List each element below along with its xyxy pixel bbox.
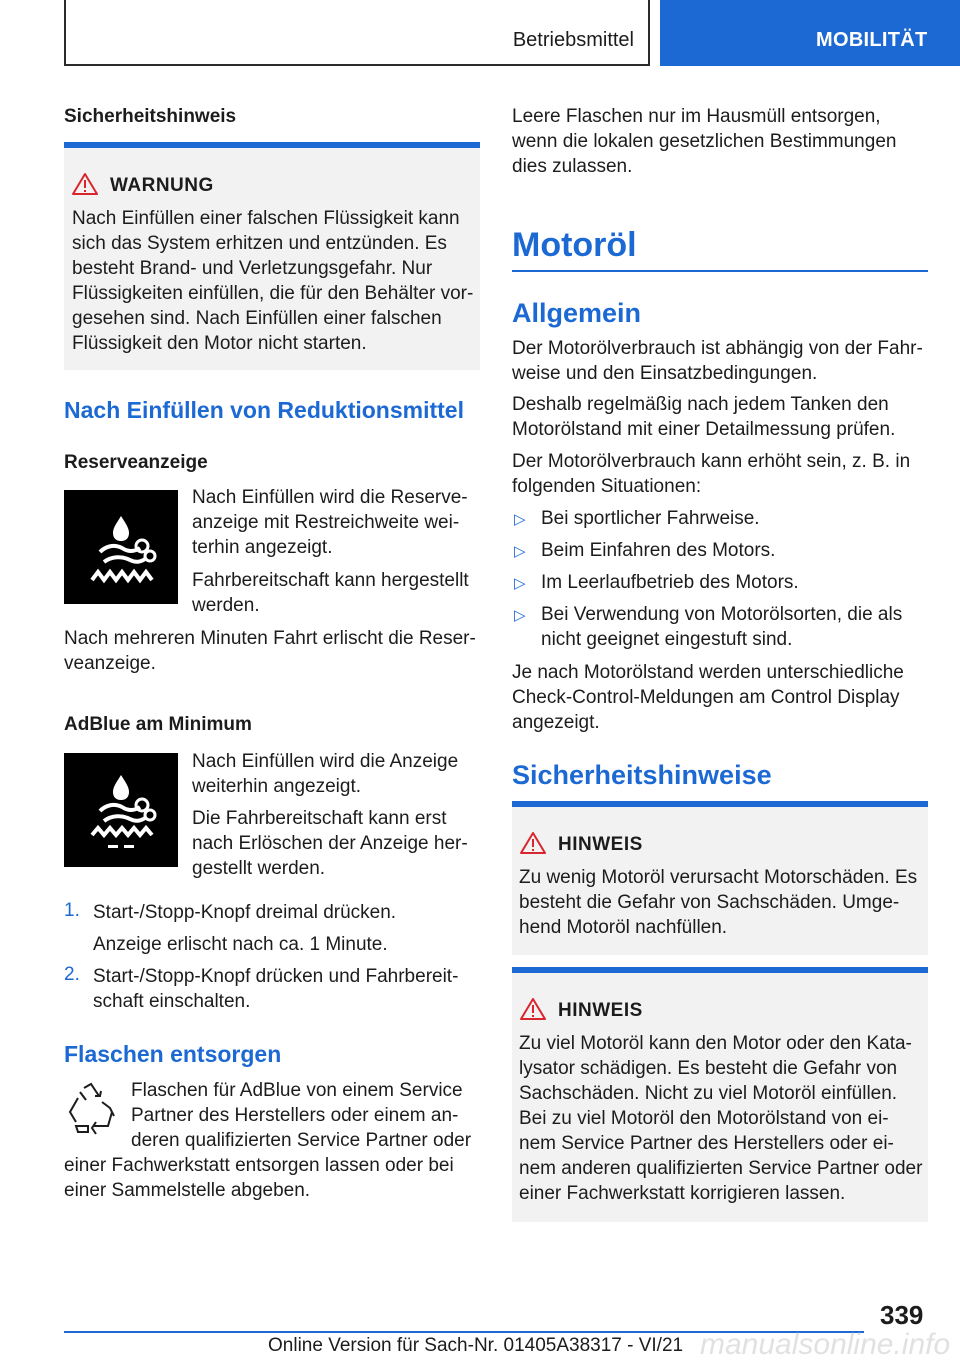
recycling-icon xyxy=(64,1082,118,1136)
step-1-subtext: Anzeige erlischt nach ca. 1 Minute. xyxy=(93,934,388,955)
section-title-reduction: Nach Einfüllen von Reduktionsmittel xyxy=(64,397,464,423)
bullet-item: Bei Verwendung von Motorölsorten, die als nicht geeignet eingestuft sind. xyxy=(541,604,903,650)
reserve-heading: Reserveanzeige xyxy=(64,452,208,473)
disposal-title: Flaschen entsorgen xyxy=(64,1041,282,1067)
reserve-text-1: Nach Einfüllen wird die Reserve- anzeige mit Restreichweite wei- terhin angezeigt. xyxy=(192,487,468,558)
note-box-2 xyxy=(512,967,928,1222)
safety-section-title: Sicherheitshinweise xyxy=(512,760,772,790)
general-text-2: Deshalb regelmäßig nach jedem Tanken den Motorölstand mit einer Detailmessung prüfen. xyxy=(512,394,896,440)
chapter-title-motoroel: Motoröl xyxy=(512,226,637,264)
reserve-text-2: Fahrbereitschaft kann hergestellt werden. xyxy=(192,570,469,616)
bullet-triangle-icon: ▷ xyxy=(514,575,526,592)
step-number-2: 2. xyxy=(64,964,80,985)
warning-text: Nach Einfüllen einer falschen Flüssigkeit kann sich das System erhitzen und entzünden. Es besteht Brand- und Verletzungsgefahr. Nur Flüssigkeiten einfüllen, die für den Behälter vor- gesehen sind. Nach Einfüllen einer falschen Flüssigkeit den Motor nicht starten. xyxy=(72,208,474,354)
disposal-text-full: einer Fachwerkstatt entsorgen lassen oder bei einer Sammelstelle abgeben. xyxy=(64,1155,454,1201)
general-title: Allgemein xyxy=(512,298,642,328)
note-title: HINWEIS xyxy=(558,834,643,855)
reserve-text-3: Nach mehreren Minuten Fahrt erlischt die Reser- veanzeige. xyxy=(64,628,476,674)
general-text-3: Der Motorölverbrauch kann erhöht sein, z. B. in folgenden Situationen: xyxy=(512,451,911,497)
step-2-text: Start-/Stopp-Knopf drücken und Fahrbereit- schaft einschalten. xyxy=(93,966,459,1012)
step-1-text: Start-/Stopp-Knopf dreimal drücken. xyxy=(93,902,397,923)
adblue-minimum-indicator-icon xyxy=(64,753,178,867)
warning-box xyxy=(64,142,480,370)
safety-heading: Sicherheitshinweis xyxy=(64,106,237,127)
general-text-4: Je nach Motorölstand werden unterschiedliche Check-Control-Meldungen am Control Display angezeigt. xyxy=(512,662,904,733)
warning-triangle-icon xyxy=(72,172,98,196)
bullet-item: Im Leerlaufbetrieb des Motors. xyxy=(541,572,799,593)
note-text: Zu wenig Motoröl verursacht Motorschäden. Es besteht die Gefahr von Sachschäden. Umge- hend Motoröl nachfüllen. xyxy=(519,867,918,938)
general-text-1: Der Motorölverbrauch ist abhängig von der Fahr- weise und den Einsatzbedingungen. xyxy=(512,338,923,384)
minimum-heading: AdBlue am Minimum xyxy=(64,714,252,735)
bullet-triangle-icon: ▷ xyxy=(514,543,526,560)
step-number-1: 1. xyxy=(64,900,80,921)
minimum-text-1: Nach Einfüllen wird die Anzeige weiterhin angezeigt. xyxy=(192,751,459,797)
intro-text: Leere Flaschen nur im Hausmüll entsorgen, wenn die lokalen gesetzlichen Bestimmungen dies zulassen. xyxy=(512,106,897,177)
warning-title: WARNUNG xyxy=(110,175,214,196)
watermark-logo: manualsonline.info xyxy=(700,1328,951,1361)
header-section-label: Betriebsmittel xyxy=(512,29,634,51)
bullet-triangle-icon: ▷ xyxy=(514,511,526,528)
minimum-text-2: Die Fahrbereitschaft kann erst nach Erlöschen der Anzeige her- gestellt werden. xyxy=(192,808,468,879)
header-section-box xyxy=(64,0,650,66)
header-tab-label: MOBILITÄT xyxy=(816,29,928,51)
disposal-text-indented: Flaschen für AdBlue von einem Service Partner des Herstellers oder einem an- deren qualifizierten Service Partner oder xyxy=(131,1080,472,1151)
header-chapter-tab[interactable] xyxy=(660,0,960,66)
page-number: 339 xyxy=(880,1300,924,1330)
warning-triangle-icon xyxy=(520,831,546,855)
note-box-1 xyxy=(512,801,928,955)
adblue-reserve-indicator-icon xyxy=(64,490,178,604)
chapter-title-rule xyxy=(512,270,928,272)
bullet-item: Beim Einfahren des Motors. xyxy=(541,540,776,561)
bullet-item: Bei sportlicher Fahrweise. xyxy=(541,508,760,529)
note-text: Zu viel Motoröl kann den Motor oder den Kata- lysator schädigen. Es besteht die Gefahr von Sachschäden. Nicht zu viel Motoröl einfüllen. Bei zu viel Motoröl den Motorölstand von ei- nem Service Partner des Herstellers oder ei- nem anderen qualifizierten Service Partner oder einer Fachwerkstatt korrigieren lassen. xyxy=(519,1033,923,1204)
warning-triangle-icon xyxy=(520,997,546,1021)
note-title: HINWEIS xyxy=(558,1000,643,1021)
footer-online-version: Online Version für Sach-Nr. 01405A38317 - VI/21 xyxy=(268,1335,684,1356)
bullet-triangle-icon: ▷ xyxy=(514,607,526,624)
